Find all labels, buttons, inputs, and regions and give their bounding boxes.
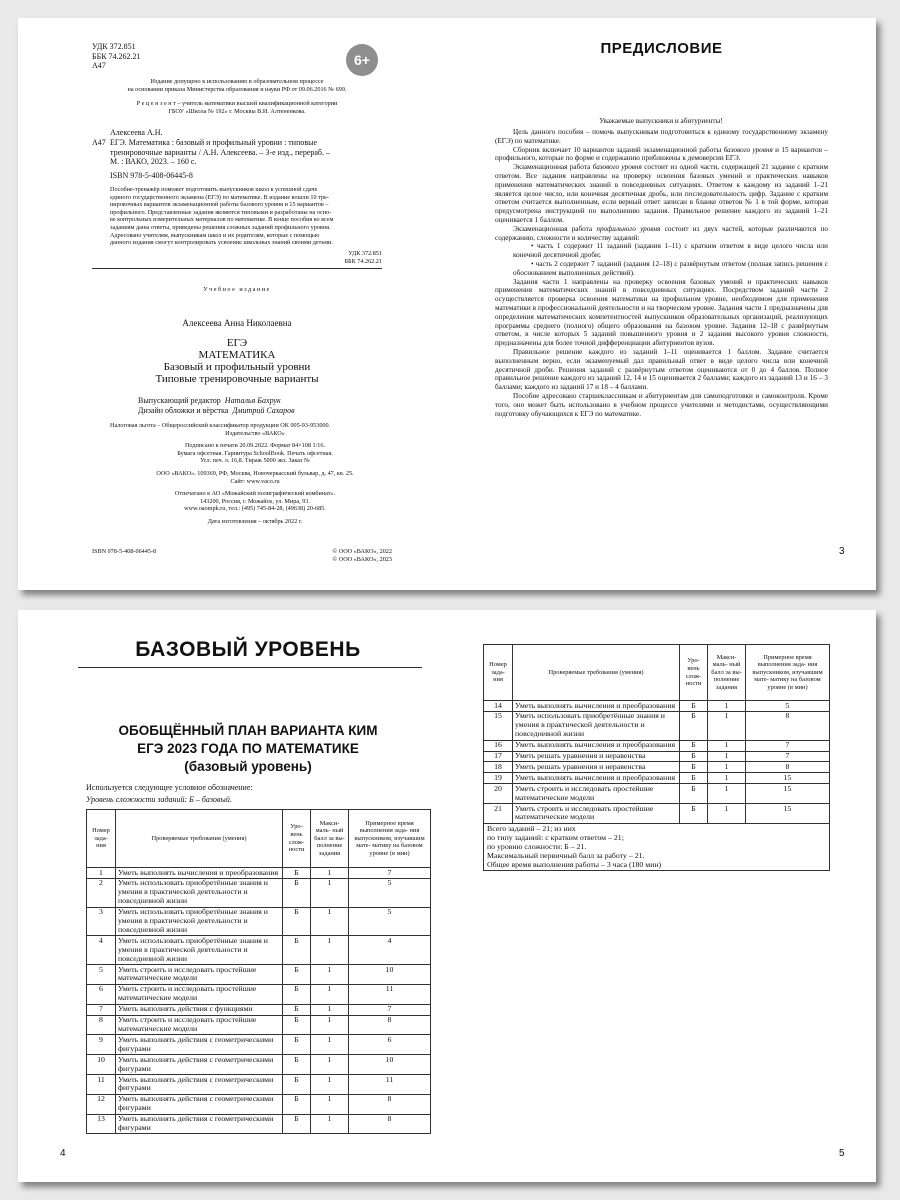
task-score: 1 — [708, 784, 746, 804]
task-skill: Уметь решать уравнения и неравенства — [513, 751, 680, 762]
task-skill: Уметь выполнять вычисления и преобразования — [116, 868, 283, 879]
plan-table — [86, 809, 431, 1134]
col-header-skill: Проверяемые требования (умения) — [513, 645, 680, 701]
task-level: Б — [283, 868, 311, 879]
task-score: 1 — [311, 936, 349, 965]
author-full: Алексеева Анна Николаевна — [182, 318, 292, 328]
task-score: 1 — [708, 711, 746, 740]
table-row — [87, 1004, 431, 1015]
col-header-time: Примерное время выполнения зада- ния выпускником, изучавшим мате- матику на базовом уровне (в мин) — [746, 645, 830, 701]
task-time: 10 — [349, 965, 431, 985]
spread-bottom — [18, 610, 876, 1182]
table-row — [87, 965, 431, 985]
task-level: Б — [283, 1055, 311, 1075]
task-level: Б — [680, 701, 708, 712]
col-header-time: Примерное время выполнения зада- ния выпускником, изучавшим мате- матику на базовом уровне (в мин) — [349, 810, 431, 868]
task-number: 21 — [484, 804, 513, 824]
task-level: Б — [283, 907, 311, 936]
author-short: Алексеева А.Н. — [110, 128, 163, 137]
page-number: 3 — [839, 546, 845, 557]
task-number: 4 — [87, 936, 116, 965]
paragraph: Цель данного пособия – помочь выпускникам подготовиться к единому государственному экзамену (ЕГЭ) по математике. — [495, 128, 828, 145]
table-row — [87, 907, 431, 936]
task-score: 1 — [311, 878, 349, 907]
paragraph: Пособие адресовано старшеклассникам и абитуриентам для самоподготовки и самоконтроля. Кроме того, оно может быть использовано в учебном процессе учителями и методистами, осуществляющими подготовку обучающихся к ЕГЭ по математике. — [495, 391, 828, 418]
task-score: 1 — [311, 1075, 349, 1095]
task-level: Б — [283, 878, 311, 907]
task-score: 1 — [311, 868, 349, 879]
task-time: 7 — [746, 740, 830, 751]
task-skill: Уметь использовать приобретённые знания и умения в практической деятельности и повседневной жизни — [116, 936, 283, 965]
task-time: 5 — [349, 878, 431, 907]
paragraph: Задания части 1 направлены на проверку освоения базовых умений и практических навыков применения математических знаний в повседневных ситуациях. Посредством заданий части 2 осуществляется проверка освоения математики на профильном уровне, необходимом для применения математики в профессиональной деятельности и на творческом уровне. Задания части 1 предназначены для определения математических компетентностей выпускников образовательных организаций, реализующих программы среднего (полного) общего образования на базовом уровне. Задания 12–18 с развёрнутым ответом, в числе которых 5 заданий повышенного уровня и 2 задания высокого уровня сложности, предназначены для более точной дифференциации абитуриентов вузов. — [495, 277, 828, 348]
copyright: © ООО «ВАКО», 2023 — [332, 555, 392, 563]
table-row — [87, 1114, 431, 1134]
col-header-number: Номер зада- ния — [484, 645, 513, 701]
table-row — [87, 1094, 431, 1114]
basic-level-page — [18, 610, 447, 1182]
task-score: 1 — [708, 751, 746, 762]
task-time: 7 — [746, 751, 830, 762]
task-skill: Уметь использовать приобретённые знания и умения в практической деятельности и повседневной жизни — [116, 907, 283, 936]
task-skill: Уметь выполнять действия с геометрическими фигурами — [116, 1114, 283, 1134]
col-header-score: Макси- маль- ный балл за вы- полнение задания — [708, 645, 746, 701]
col-header-score: Макси- маль- ный балл за вы- полнение задания — [311, 810, 349, 868]
task-number: 10 — [87, 1055, 116, 1075]
plan-title: ОБОБЩЁННЫЙ ПЛАН ВАРИАНТА КИМ — [118, 723, 378, 738]
task-skill: Уметь решать уравнения и неравенства — [513, 762, 680, 773]
heading-rule — [78, 667, 422, 668]
table-row — [484, 751, 830, 762]
table-summary — [484, 823, 830, 871]
task-number: 14 — [484, 701, 513, 712]
task-skill: Уметь выполнять действия с геометрическими фигурами — [116, 1055, 283, 1075]
isbn-line: ISBN 978-5-408-06445-8 — [110, 171, 193, 180]
task-number: 1 — [87, 868, 116, 879]
biblio-line: М. : ВАКО, 2023. – 160 с. — [110, 157, 197, 167]
task-score: 1 — [311, 1114, 349, 1134]
table-row — [484, 804, 830, 824]
table-row — [87, 868, 431, 879]
table-row — [87, 1055, 431, 1075]
table-row — [87, 1075, 431, 1095]
task-number: 9 — [87, 1035, 116, 1055]
task-number: 7 — [87, 1004, 116, 1015]
book-title: ЕГЭ — [226, 337, 248, 349]
table-row — [484, 762, 830, 773]
task-number: 15 — [484, 711, 513, 740]
task-number: 2 — [87, 878, 116, 907]
task-time: 6 — [349, 1035, 431, 1055]
task-skill: Уметь использовать приобретённые знания и умения в практической деятельности и повседневной жизни — [513, 711, 680, 740]
paragraph: Экзаменационная работа базового уровня состоит из одной части, содержащей 21 задание с кратким ответом. Все задания направлены на проверку освоения базовых умений и практических навыков применения математических знаний в повседневных ситуациях. Ответом к каждому из заданий 1–21 является целое число, или конечная десятичная дробь, или последовательность цифр. Задание с кратким ответом считается выполненным, если верный ответ записан в бланке ответов № 1 в той форме, которая предусмотрена инструкцией по выполнению задания. Правильное решение каждого из заданий 1–21 оценивается 1 баллом. — [495, 163, 829, 224]
legend-text: Уровень сложности заданий: Б – базовый. — [86, 795, 232, 804]
task-number: 3 — [87, 907, 116, 936]
task-score: 1 — [708, 804, 746, 824]
task-number: 8 — [87, 1015, 116, 1035]
task-skill: Уметь выполнять действия с функциями — [116, 1004, 283, 1015]
task-level: Б — [680, 784, 708, 804]
task-level: Б — [283, 1004, 311, 1015]
plan-title: ЕГЭ 2023 ГОДА ПО МАТЕМАТИКЕ — [137, 741, 359, 756]
isbn-bottom: ISBN 978-5-408-06445-8 — [92, 548, 157, 555]
task-level: Б — [283, 984, 311, 1004]
editor-role: Выпускающий редактор — [138, 396, 221, 405]
table-row — [87, 936, 431, 965]
task-score: 1 — [708, 740, 746, 751]
task-level: Б — [283, 936, 311, 965]
task-number: 20 — [484, 784, 513, 804]
task-score: 1 — [708, 773, 746, 784]
task-time: 15 — [746, 804, 830, 824]
summary-line: по типу заданий: с кратким ответом – 21; — [487, 832, 624, 842]
page-number: 4 — [60, 1148, 66, 1159]
task-number: 17 — [484, 751, 513, 762]
table-row — [484, 740, 830, 751]
reviewer-line: Р е ц е н з е н т – учитель математики высшей квалификационной категории — [136, 100, 338, 107]
task-skill: Уметь выполнять действия с геометрическими фигурами — [116, 1094, 283, 1114]
task-score: 1 — [311, 1094, 349, 1114]
task-number: 6 — [87, 984, 116, 1004]
task-number: 12 — [87, 1094, 116, 1114]
book-title: МАТЕМАТИКА — [198, 349, 276, 361]
task-number: 11 — [87, 1075, 116, 1095]
task-score: 1 — [311, 1015, 349, 1035]
task-time: 15 — [746, 784, 830, 804]
page-title: ПРЕДИСЛОВИЕ — [600, 40, 723, 57]
task-level: Б — [680, 751, 708, 762]
task-level: Б — [283, 1094, 311, 1114]
task-number: 19 — [484, 773, 513, 784]
table-row — [484, 784, 830, 804]
task-score: 1 — [311, 1055, 349, 1075]
task-level: Б — [680, 711, 708, 740]
task-level: Б — [283, 1114, 311, 1134]
col-header-skill: Проверяемые требования (умения) — [116, 810, 283, 868]
bullet-item: • часть 1 содержит 11 заданий (задания 1–11) с кратким ответом в виде целого числа или конечной десятичной дроби; — [513, 242, 828, 260]
table-row — [87, 984, 431, 1004]
design-role: Дизайн обложки и вёрстка — [138, 405, 229, 415]
abstract: Пособие-тренажёр поможет подготовить выпускников школ к успешной сдаче единого государственного экзамена (ЕГЭ) по математике. В издание вошли 10 тре- нировочных вариантов экзаменационной работы базового уровня и 15 вариантов – профильного. Представленные задания являются типовыми и разработаны на осно- ве контрольных измерительных материалов по математике. В конце пособия ко всем заданиям даны ответы, приведены решения сложных заданий профильного уровня. Адресовано учителям, выпускникам школ и их родителям, которые с помощью данного издания смогут контролировать усвоение школьных знаний своими детьми. — [110, 186, 334, 247]
task-level: Б — [283, 1035, 311, 1055]
task-score: 1 — [311, 1004, 349, 1015]
plan-table-continued — [483, 644, 830, 871]
book-subtitle: Типовые тренировочные варианты — [155, 373, 319, 385]
rule-line — [92, 268, 382, 269]
spread-top — [18, 18, 876, 590]
summary-line: Максимальный первичный балл за работу – 21. — [487, 850, 645, 860]
paragraph: Сборник включает 10 вариантов заданий экзаменационной работы базового уровня и 15 вариантов – профильного, которые по форме и содержанию приближены к демоверсии ЕГЭ. — [495, 145, 828, 163]
approval-line: на основании приказа Министерства образования и науки РФ от 09.06.2016 № 699. — [127, 85, 347, 93]
task-skill: Уметь выполнять вычисления и преобразования — [513, 773, 680, 784]
udk-code-bottom: УДК 372.851 — [348, 250, 382, 257]
task-time: 4 — [349, 936, 431, 965]
task-score: 1 — [708, 762, 746, 773]
table-row — [87, 878, 431, 907]
task-skill: Уметь выполнять вычисления и преобразования — [513, 740, 680, 751]
task-time: 8 — [746, 762, 830, 773]
task-level: Б — [283, 965, 311, 985]
task-time: 11 — [349, 1075, 431, 1095]
col-header-level: Уро- вень слож- ности — [283, 810, 311, 868]
paragraph: Экзаменационная работа профильного уровня состоит из двух частей, которые различаются по содержанию, сложности и количеству заданий: — [495, 224, 829, 242]
task-score: 1 — [311, 984, 349, 1004]
copyright: © ООО «ВАКО», 2022 — [332, 548, 392, 555]
task-score: 1 — [311, 907, 349, 936]
author-code: А47 — [92, 61, 106, 71]
task-time: 15 — [746, 773, 830, 784]
biblio-line: тренировочные варианты / А.Н. Алексеева. – 3-е изд., перераб. – — [110, 147, 331, 157]
task-time: 11 — [349, 984, 431, 1004]
task-score: 1 — [311, 965, 349, 985]
legend-intro: Используется следующее условное обозначение: — [86, 783, 253, 792]
table-row — [87, 1015, 431, 1035]
task-number: 5 — [87, 965, 116, 985]
summary-line: по уровню сложности: Б – 21. — [487, 841, 587, 851]
task-skill: Уметь строить и исследовать простейшие математические модели — [513, 804, 680, 824]
task-time: 8 — [349, 1015, 431, 1035]
task-skill: Уметь строить и исследовать простейшие математические модели — [513, 784, 680, 804]
book-subtitle: Базовый и профильный уровни — [163, 361, 311, 373]
task-level: Б — [680, 762, 708, 773]
task-time: 5 — [349, 907, 431, 936]
task-skill: Уметь выполнять действия с геометрическими фигурами — [116, 1035, 283, 1055]
task-number: 13 — [87, 1114, 116, 1134]
task-time: 8 — [746, 711, 830, 740]
design-name: Дмитрий Сахаров — [232, 405, 295, 415]
task-time: 8 — [349, 1094, 431, 1114]
task-number: 18 — [484, 762, 513, 773]
plan-subtitle: (базовый уровень) — [184, 759, 312, 774]
imprint-block: Налоговая льгота – Общероссийский классификатор продукции ОК 005-93-953000. Издательство «ВАКО» Подписано к печати 20.09.2022. Формат 84×108 1/16. Бумага офсетная. Гарнитура SchoolBook. Печать офсетная. Усл. печ. л. 16,8. Тираж 5000 экз. Заказ № ООО «ВАКО». 109369, РФ, Москва, Новочеркасский бульвар, д. 47, кв. 25. Сайт: www.vaco.ru Отпечатано в АО «Можайский полиграфический комбинат». 143200, Россия, г. Можайск, ул. Мира, 93. www.oaompk.ru, тел.: (495) 745-84-28, (49638) 20-685. Дата изготовления – октябрь 2022 г. — [110, 422, 354, 525]
task-level: Б — [283, 1075, 311, 1095]
imprint-page — [18, 18, 447, 590]
summary-line: Общее время выполнения работы – 3 часа (180 мин) — [487, 859, 662, 869]
task-skill: Уметь строить и исследовать простейшие математические модели — [116, 965, 283, 985]
task-skill: Уметь выполнять вычисления и преобразования — [513, 701, 680, 712]
task-skill: Уметь строить и исследовать простейшие математические модели — [116, 984, 283, 1004]
task-level: Б — [283, 1015, 311, 1035]
summary-line: Всего заданий – 21; из них — [487, 823, 576, 833]
paragraph: Правильное решение каждого из заданий 1–11 оценивается 1 баллом. Задание считается выполненным верно, если экзаменуемый дал правильный ответ в виде целого числа или конечной десятичной дроби. Решения заданий с развёрнутым ответом оцениваются от 0 до 4 баллов. Полное правильное решение каждого из заданий 12, 14 и 15 оценивается 2 баллами; каждого из заданий 13 и 16 – 3 баллами; каждого из заданий 17 и 18 – 4 баллами. — [495, 347, 828, 392]
biblio-line: ЕГЭ. Математика : базовый и профильный уровни : типовые — [110, 138, 318, 147]
bbk-code: ББК 74.262.21 — [92, 51, 141, 61]
task-time: 7 — [349, 868, 431, 879]
task-level: Б — [680, 740, 708, 751]
task-time: 8 — [349, 1114, 431, 1134]
table-row — [87, 1035, 431, 1055]
bullet-item: • часть 2 содержит 7 заданий (задания 12–18) с развёрнутым ответом (полная запись решения с обоснованием выполненных действий). — [513, 259, 828, 277]
task-number: 16 — [484, 740, 513, 751]
task-skill: Уметь строить и исследовать простейшие математические модели — [116, 1015, 283, 1035]
section-heading: БАЗОВЫЙ УРОВЕНЬ — [135, 638, 361, 661]
table-row — [484, 711, 830, 740]
table-row — [484, 773, 830, 784]
age-rating-badge: 6+ — [346, 44, 378, 76]
approval-line: Издание допущено к использованию в образовательном процессе — [150, 78, 324, 85]
task-level: Б — [680, 804, 708, 824]
reviewer-line: ГБОУ «Школа № 192» г. Москвы В.И. Алтененкова. — [168, 107, 306, 115]
edition-type: Учебное издание — [203, 286, 271, 293]
author-code-left: А47 — [92, 138, 106, 147]
task-score: 1 — [708, 701, 746, 712]
task-score: 1 — [311, 1035, 349, 1055]
editor-name: Наталья Бахрук — [224, 396, 281, 405]
table-row — [484, 701, 830, 712]
greeting: Уважаемые выпускники и абитуриенты! — [599, 117, 723, 125]
task-skill: Уметь выполнять действия с геометрическими фигурами — [116, 1075, 283, 1095]
preface-page — [447, 18, 876, 590]
col-header-level: Уро- вень слож- ности — [680, 645, 708, 701]
task-level: Б — [680, 773, 708, 784]
task-time: 7 — [349, 1004, 431, 1015]
bbk-code-bottom: ББК 74.262.21 — [344, 257, 382, 265]
basic-level-page-continued — [447, 610, 876, 1182]
task-skill: Уметь использовать приобретённые знания и умения в практической деятельности и повседневной жизни — [116, 878, 283, 907]
task-time: 10 — [349, 1055, 431, 1075]
task-time: 5 — [746, 701, 830, 712]
udk-code: УДК 372.851 — [92, 42, 136, 51]
preface-text — [495, 128, 828, 418]
col-header-number: Номер зада- ния — [87, 810, 116, 868]
page-number: 5 — [839, 1148, 845, 1159]
